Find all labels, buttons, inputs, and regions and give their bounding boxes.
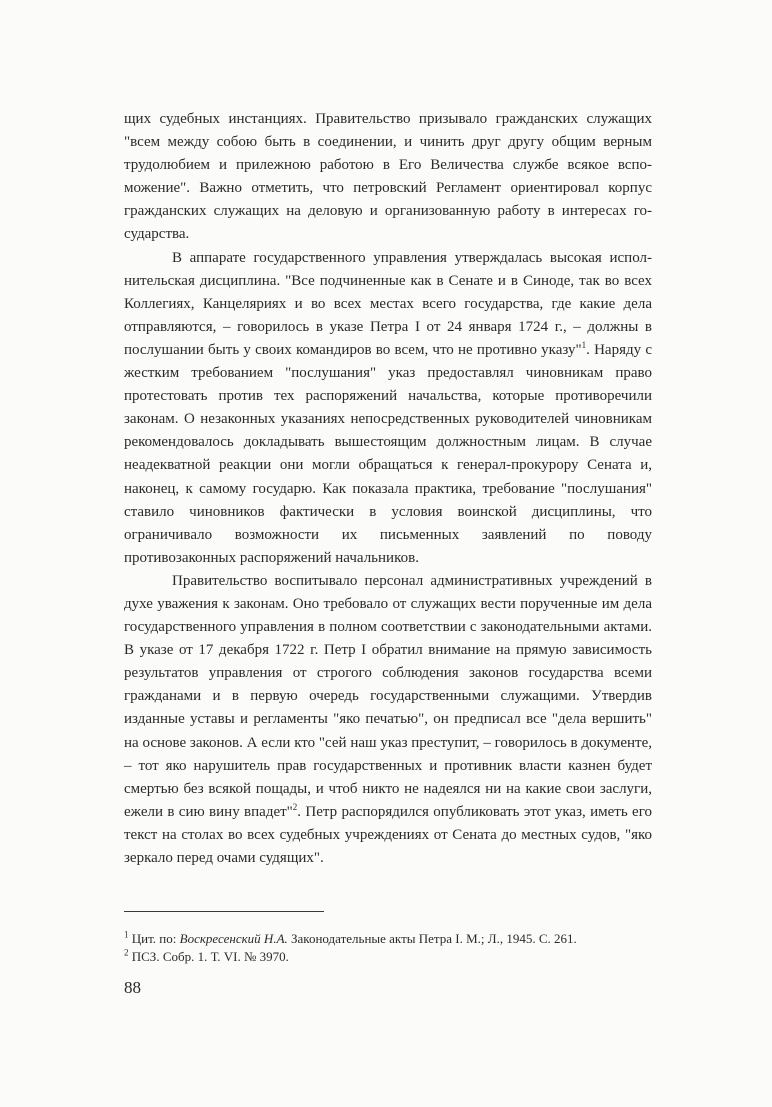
page-number: 88 bbox=[124, 978, 141, 997]
paragraph-continuation bbox=[124, 108, 652, 247]
footnote-prefix: ПСЗ. Собр. 1. Т. VI. № 3970. bbox=[128, 949, 289, 964]
footnote-1 bbox=[124, 930, 684, 948]
paragraph-laws bbox=[124, 570, 652, 870]
paragraph-text: В аппарате государственного управления утверждалась высокая исполнительская дисциплина. "Все подчиненные как в Сенате и в Синоде, так во всех Коллегиях, Канцеляриях и во всех местах всего государства, где какие дела отправляются, – говорилось в указе Петра I от 24 января 1724 г., – должны в послушании быть у своих командиров во всем, что не противно указу" bbox=[124, 249, 652, 358]
footnote-separator bbox=[124, 911, 324, 912]
footnote-ref-2[interactable]: 2 bbox=[292, 801, 298, 812]
main-text bbox=[124, 108, 652, 870]
paragraph-text: . Наряду с жестким требованием "послушания" указ предоставлял чиновникам право протестовать против тех распоряжений начальства, которые противоречили законам. О незаконных указаниях непосредственных руководителей чиновникам рекомендовалось докладывать вышестоящим должностным лицам. В случае неадекватной реакции они могли обращаться к генерал-прокурору Сената и, наконец, к самому государю. Как показала практика, требование "послушания" ставило чиновников фактически в условия воинской дисциплины, что ограничивало возможности их письменных заявлений по поводу противозаконных распоряжений начальников. bbox=[124, 341, 652, 566]
footnote-prefix: Цит. по: bbox=[128, 931, 180, 946]
paragraph-discipline bbox=[124, 247, 652, 570]
paragraph-text: . Петр распорядился опубликовать этот указ, иметь его текст на столах во всех судебных учреждениях от Сената до местных судов, "яко зеркало перед очами судящих". bbox=[124, 803, 652, 866]
footnotes bbox=[124, 930, 684, 966]
footnote-2 bbox=[124, 948, 684, 966]
footnote-marker: 2 bbox=[124, 947, 129, 958]
paragraph-text: Правительство воспитывало персонал административных учреждений в духе уважения к законам. Оно требовало от служащих вести порученные им дела государственного управления в полном соответствии с законодательными актами. В указе от 17 декабря 1722 г. Петр I обратил внимание на прямую зависимость результатов управления от строгого соблюдения законов государства всеми гражданами и в первую очередь государственными служащими. Утвердив изданные уставы и регламенты "яко печатью", он предписал все "дела вершить" на основе законов. А если кто "сей наш указ преступит, – говорилось в документе, – тот яко нарушитель прав государственных и противник власти казнен будет смертью без всякой пощады, и чтоб никто не надеялся ни на какие свои заслуги, ежели в сию вину впадет" bbox=[124, 572, 652, 820]
footnote-author: Воскресенский Н.А. bbox=[179, 931, 288, 946]
footnote-marker: 1 bbox=[124, 929, 129, 940]
footnote-source: Законодательные акты Петра I. М.; Л., 1945. С. 261. bbox=[287, 931, 577, 946]
paragraph-text: щих судебных инстанциях. Правительство призывало гражданских служащих "всем между собою быть в соединении, и чинить друг другу общим верным трудолюбием и прилежною работою в Его Величества службе всякое вспоможение". Важно отметить, что петровский Регламент ориентировал корпус гражданских служащих на деловую и организованную работу в интересах государства. bbox=[124, 111, 652, 243]
footnote-ref-1[interactable]: 1 bbox=[581, 339, 587, 350]
